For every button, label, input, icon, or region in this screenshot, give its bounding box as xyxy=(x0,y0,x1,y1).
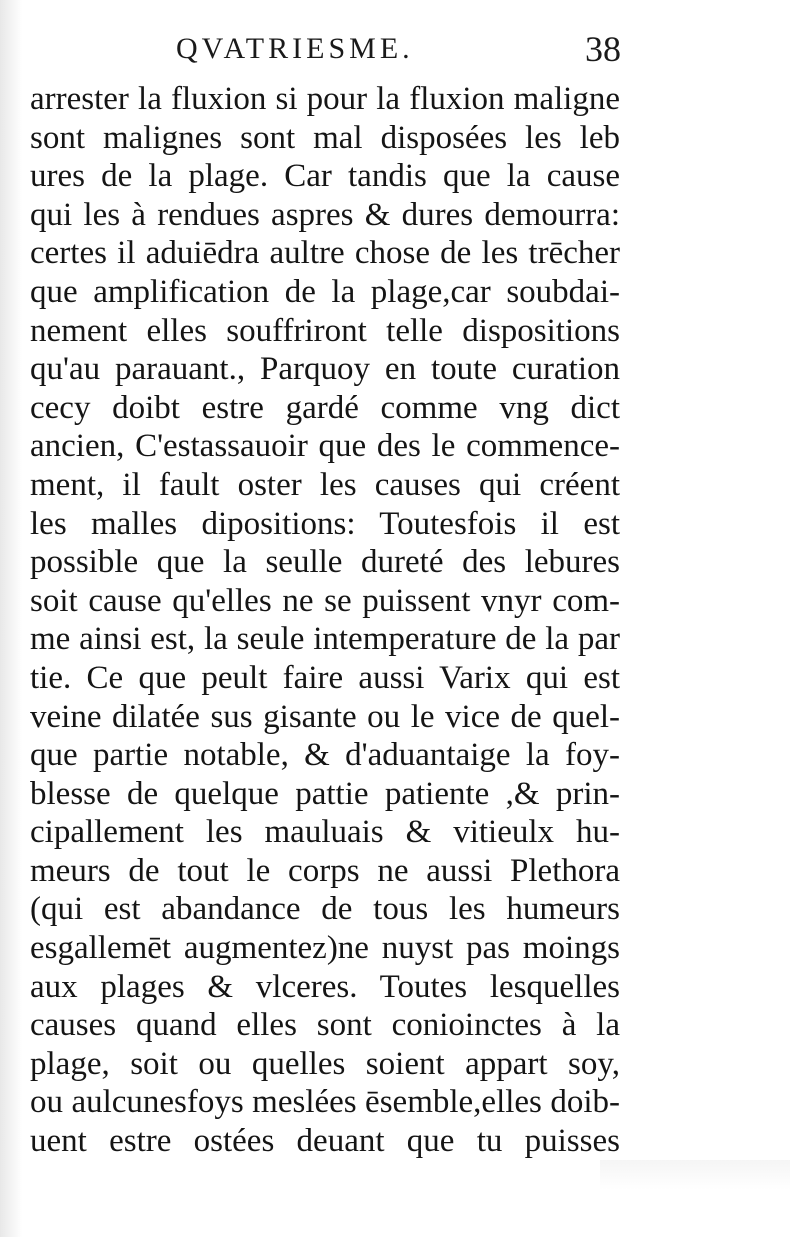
text-line: que amplification de la plage,car soubdai- xyxy=(30,273,620,310)
text-line: qu'au parauant., Parquoy en toute curation xyxy=(30,351,620,388)
text-line: cipallement les mauluais & vitieulx hu- xyxy=(30,814,620,851)
text-line: me ainsi est, la seule intemperature de la par xyxy=(30,621,620,658)
text-line: ures de la plage. Car tandis que la cause xyxy=(30,158,620,195)
page-number: 38 xyxy=(585,29,621,69)
text-line: cecy doibt estre gardé comme vng dict xyxy=(30,389,620,426)
text-line: nement elles souffriront telle dispositions xyxy=(30,312,620,349)
text-line: ment, il fault oster les causes qui créent xyxy=(30,466,620,503)
text-line: sont malignes sont mal disposées les leb xyxy=(30,119,620,156)
text-line: soit cause qu'elles ne se puissent vnyr com- xyxy=(30,582,620,619)
text-line: aux plages & vlceres. Toutes lesquelles xyxy=(30,968,620,1005)
text-line: arrester la fluxion si pour la fluxion maligne xyxy=(30,81,620,117)
page-gutter-shadow xyxy=(0,0,22,1237)
body-text xyxy=(30,80,620,1161)
running-head: QVATRIESME. xyxy=(176,32,414,65)
show-through-text xyxy=(600,1160,790,1190)
text-line: possible que la seulle dureté des lebures xyxy=(30,544,620,581)
text-line: les malles dipositions: Toutesfois il est xyxy=(30,505,620,542)
text-line: qui les à rendues aspres & dures demourra: xyxy=(30,196,620,233)
text-line: veine dilatée sus gisante ou le vice de quel- xyxy=(30,698,620,735)
text-line: causes quand elles sont conioinctes à la xyxy=(30,1007,620,1044)
text-line: esgallemēt augmentez)ne nuyst pas moings xyxy=(30,930,620,967)
text-line: meurs de tout le corps ne aussi Plethora xyxy=(30,852,620,889)
text-line: certes il aduiēdra aultre chose de les trēcher xyxy=(30,235,620,272)
text-line: ancien, C'estassauoir que des le commence- xyxy=(30,428,620,465)
text-line: tie. Ce que peult faire aussi Varix qui est xyxy=(30,659,620,696)
text-line: (qui est abandance de tous les humeurs xyxy=(30,891,620,928)
text-line: ou aulcunesfoys meslées ēsemble,elles doib- xyxy=(30,1084,620,1121)
text-line: uent estre ostées deuant que tu puisses xyxy=(30,1123,620,1160)
text-line: que partie notable, & d'aduantaige la foy- xyxy=(30,737,620,774)
text-line: blesse de quelque pattie patiente ,& prin- xyxy=(30,775,620,812)
text-line: plage, soit ou quelles soient appart soy, xyxy=(30,1045,620,1082)
